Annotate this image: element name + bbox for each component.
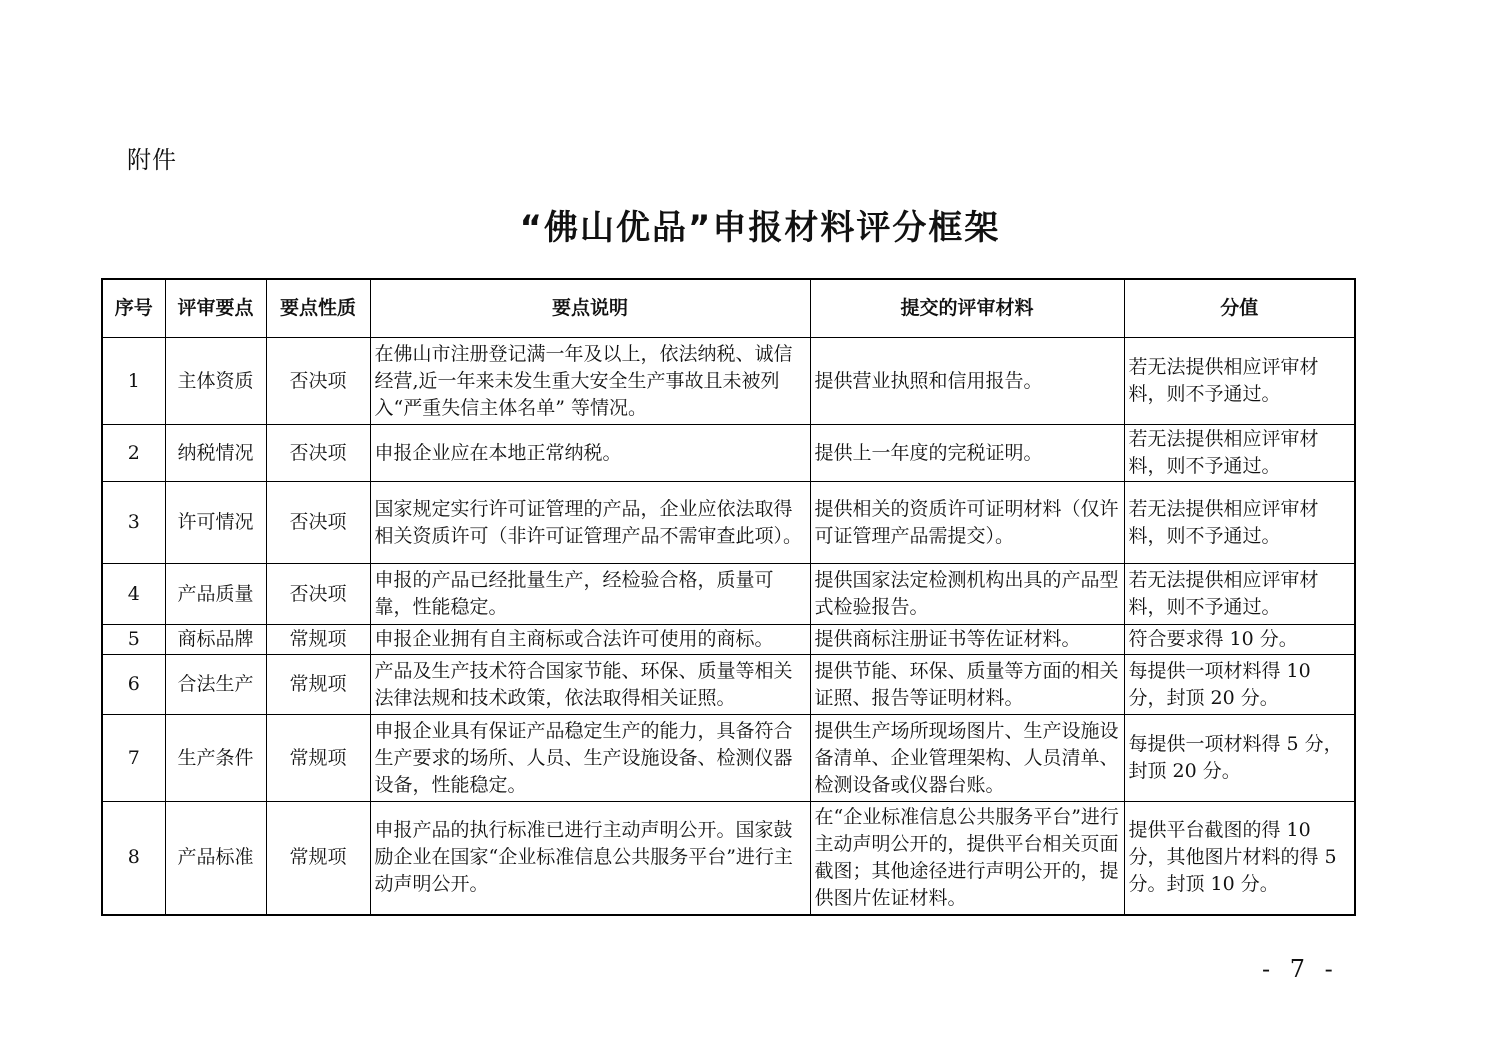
point-description: 申报企业具有保证产品稳定生产的能力，具备符合生产要求的场所、人员、生产设施设备、检测仪器设备，性能稳定。 <box>370 715 810 802</box>
point-description: 在佛山市注册登记满一年及以上，依法纳税、诚信经营,近一年来未发生重大安全生产事故且未被列入“严重失信主体名单” 等情况。 <box>370 338 810 425</box>
review-point: 产品标准 <box>165 802 266 915</box>
row-number: 2 <box>102 425 165 482</box>
row-number: 1 <box>102 338 165 425</box>
review-point: 许可情况 <box>165 482 266 564</box>
review-point: 产品质量 <box>165 564 266 625</box>
point-description: 国家规定实行许可证管理的产品，企业应依法取得相关资质许可（非许可证管理产品不需审查此项）。 <box>370 482 810 564</box>
review-materials: 提供商标注册证书等佐证材料。 <box>810 625 1124 655</box>
point-nature: 否决项 <box>266 338 370 425</box>
review-point: 纳税情况 <box>165 425 266 482</box>
row-number: 6 <box>102 655 165 715</box>
point-description: 申报企业拥有自主商标或合法许可使用的商标。 <box>370 625 810 655</box>
scoring-table <box>101 278 1356 916</box>
table-header-row <box>102 279 1355 338</box>
review-materials: 提供国家法定检测机构出具的产品型式检验报告。 <box>810 564 1124 625</box>
point-description: 申报企业应在本地正常纳税。 <box>370 425 810 482</box>
review-point: 主体资质 <box>165 338 266 425</box>
point-nature: 常规项 <box>266 715 370 802</box>
attachment-label: 附件 <box>127 146 177 174</box>
column-header-nature: 要点性质 <box>266 279 370 338</box>
review-point: 商标品牌 <box>165 625 266 655</box>
table-row <box>102 425 1355 482</box>
point-nature: 否决项 <box>266 482 370 564</box>
review-materials: 提供上一年度的完税证明。 <box>810 425 1124 482</box>
table-row <box>102 338 1355 425</box>
score-value: 若无法提供相应评审材料，则不予通过。 <box>1124 482 1355 564</box>
score-value: 若无法提供相应评审材料，则不予通过。 <box>1124 564 1355 625</box>
review-materials: 提供相关的资质许可证明材料（仅许可证管理产品需提交）。 <box>810 482 1124 564</box>
column-header-point: 评审要点 <box>165 279 266 338</box>
table-row <box>102 625 1355 655</box>
review-materials: 提供营业执照和信用报告。 <box>810 338 1124 425</box>
point-nature: 常规项 <box>266 655 370 715</box>
point-nature: 常规项 <box>266 802 370 915</box>
review-materials: 在“企业标准信息公共服务平台”进行主动声明公开的，提供平台相关页面截图；其他途径进行声明公开的，提供图片佐证材料。 <box>810 802 1124 915</box>
score-value: 符合要求得 10 分。 <box>1124 625 1355 655</box>
point-nature: 否决项 <box>266 425 370 482</box>
point-description: 申报的产品已经批量生产，经检验合格，质量可靠，性能稳定。 <box>370 564 810 625</box>
row-number: 4 <box>102 564 165 625</box>
table-row <box>102 482 1355 564</box>
score-value: 提供平台截图的得 10 分，其他图片材料的得 5 分。封顶 10 分。 <box>1124 802 1355 915</box>
score-value: 每提供一项材料得 10 分，封顶 20 分。 <box>1124 655 1355 715</box>
column-header-description: 要点说明 <box>370 279 810 338</box>
table-row <box>102 802 1355 915</box>
row-number: 3 <box>102 482 165 564</box>
point-description: 产品及生产技术符合国家节能、环保、质量等相关法律法规和技术政策，依法取得相关证照。 <box>370 655 810 715</box>
score-value: 若无法提供相应评审材料，则不予通过。 <box>1124 425 1355 482</box>
review-materials: 提供节能、环保、质量等方面的相关证照、报告等证明材料。 <box>810 655 1124 715</box>
page-number: - 7 - <box>1262 955 1339 983</box>
table-row <box>102 715 1355 802</box>
review-point: 生产条件 <box>165 715 266 802</box>
column-header-no: 序号 <box>102 279 165 338</box>
column-header-score: 分值 <box>1124 279 1355 338</box>
row-number: 5 <box>102 625 165 655</box>
score-value: 每提供一项材料得 5 分，封顶 20 分。 <box>1124 715 1355 802</box>
point-nature: 常规项 <box>266 625 370 655</box>
row-number: 8 <box>102 802 165 915</box>
point-description: 申报产品的执行标准已进行主动声明公开。国家鼓励企业在国家“企业标准信息公共服务平台”进行主动声明公开。 <box>370 802 810 915</box>
row-number: 7 <box>102 715 165 802</box>
table-row <box>102 655 1355 715</box>
score-value: 若无法提供相应评审材料，则不予通过。 <box>1124 338 1355 425</box>
table-row <box>102 564 1355 625</box>
document-title: “佛山优品”申报材料评分框架 <box>519 208 1001 248</box>
review-point: 合法生产 <box>165 655 266 715</box>
point-nature: 否决项 <box>266 564 370 625</box>
review-materials: 提供生产场所现场图片、生产设施设备清单、企业管理架构、人员清单、检测设备或仪器台账。 <box>810 715 1124 802</box>
column-header-materials: 提交的评审材料 <box>810 279 1124 338</box>
